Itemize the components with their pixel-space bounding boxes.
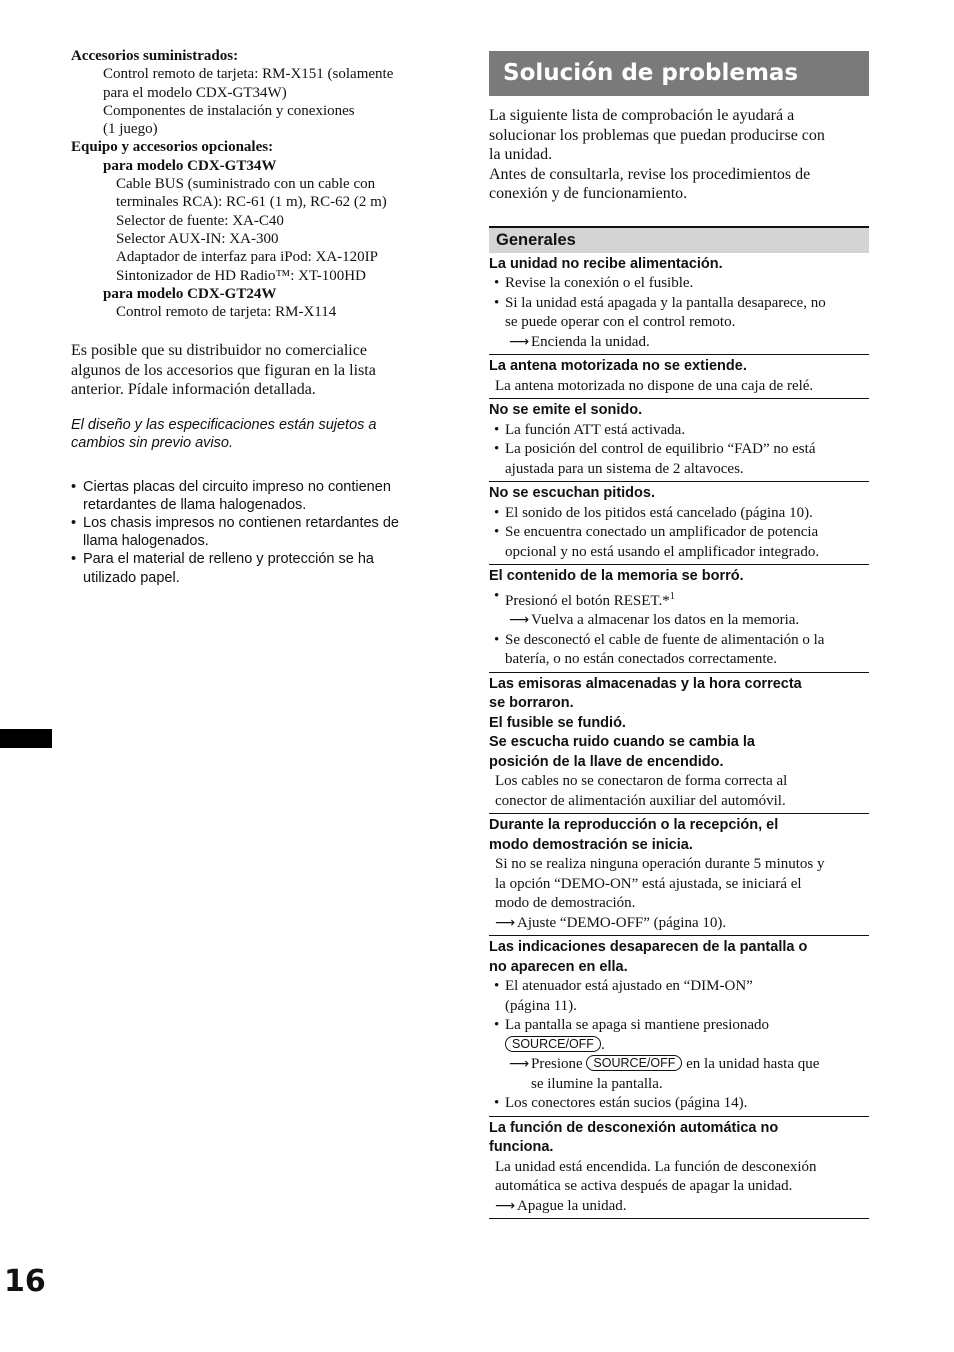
model1-item: Cable BUS (suministrado con un cable con: [116, 176, 376, 193]
accessory-line: Control remoto de tarjeta: RM-X151 (solamente: [103, 66, 394, 83]
problem-entry: [489, 484, 869, 565]
paragraph-line: algunos de los accesorios que figuran en la lista: [71, 361, 376, 379]
intro-line: Antes de consultarla, revise los procedimientos de: [489, 165, 811, 183]
cause-item: • El sonido de los pitidos está cancelado (página 10).: [494, 504, 813, 521]
cause-item: • El atenuador está ajustado en “DIM-ON” (página 11).: [494, 978, 753, 1014]
solution-line: ⟶ Ajuste “DEMO-OFF” (página 10).: [489, 914, 869, 934]
accessory-line: para el modelo CDX-GT34W): [103, 84, 287, 101]
model1-item: Adaptador de interfaz para iPod: XA-120IP: [116, 249, 379, 266]
accessories-heading: Accesorios suministrados:: [71, 48, 239, 64]
cause-item: • Si la unidad está apagada y la pantalla desaparece, no se puede operar con el control remoto.: [494, 294, 826, 330]
problem-entry: [489, 1119, 869, 1220]
problem-title: Las emisoras almacenadas y la hora correcta se borraron. El fusible se fundió. Se escucha ruido cuando se cambia la posición de la llave de encendido.: [489, 675, 802, 770]
intro-line: conexión y de funcionamiento.: [489, 185, 688, 202]
arrow-right-icon: ⟶: [509, 1056, 530, 1072]
note-line: cambios sin previo aviso.: [71, 435, 233, 452]
intro-paragraph: [489, 106, 869, 204]
problem-title: La unidad no recibe alimentación.: [489, 255, 723, 272]
arrow-right-icon: ⟶: [509, 612, 530, 628]
problem-title: Las indicaciones desaparecen de la pantalla o no aparecen en ella.: [489, 939, 808, 975]
model1-item: Selector AUX-IN: XA-300: [116, 230, 279, 247]
spec-note: [71, 416, 441, 453]
left-column: [71, 47, 441, 587]
intro-line: La siguiente lista de comprobación le ayudará a: [489, 107, 795, 124]
problem-entry: [489, 938, 869, 1117]
list-item: • Para el material de relleno y protección se ha utilizado papel.: [71, 551, 374, 586]
cause-text: La antena motorizada no dispone de una caja de relé.: [495, 377, 814, 394]
section-tab-marker: [0, 729, 52, 748]
cause-item: • La pantalla se apaga si mantiene presionado SOURCE/OFF .: [494, 1017, 770, 1053]
solution-line: ⟶ Vuelva a almacenar los datos en la memoria.: [489, 611, 869, 631]
page-title: Solución de problemas: [489, 51, 869, 96]
model1-item: Sintonizador de HD Radio™: XT-100HD: [116, 267, 366, 284]
source-off-button-label: SOURCE/OFF: [505, 1036, 601, 1052]
problem-title: No se emite el sonido.: [489, 402, 643, 418]
section-heading: Generales: [489, 226, 869, 253]
model1-item: terminales RCA): RC-61 (1 m), RC-62 (2 m): [116, 194, 387, 211]
arrow-right-icon: ⟶: [495, 1197, 516, 1214]
model1-item: Selector de fuente: XA-C40: [116, 212, 284, 229]
cause-item: • Los conectores están sucios (página 14).: [494, 1095, 748, 1111]
page-number: 16: [4, 1264, 46, 1299]
model2-heading: para modelo CDX-GT24W: [103, 285, 277, 302]
cause-item: • Se encuentra conectado un amplificador de potencia opcional y no está usando el amplificador integrado.: [494, 524, 820, 560]
problem-title: La función de desconexión automática no funciona.: [489, 1119, 779, 1155]
optional-heading: Equipo y accesorios opcionales:: [71, 139, 274, 156]
model1-heading: para modelo CDX-GT34W: [103, 157, 277, 174]
arrow-right-icon: ⟶: [495, 914, 516, 931]
problem-entry: [489, 401, 869, 482]
problem-entry: [489, 357, 869, 399]
problem-entry: [489, 255, 869, 356]
cause-text: La unidad está encendida. La función de desconexión automática se activa después de apagar la unidad.: [495, 1158, 817, 1194]
problem-title: Durante la reproducción o la recepción, el modo demostración se inicia.: [489, 817, 779, 853]
solution-line: ⟶ Apague la unidad.: [489, 1197, 869, 1217]
distributor-paragraph: [71, 341, 441, 400]
problem-entry: [489, 567, 869, 673]
intro-line: solucionar los problemas que puedan producirse con: [489, 126, 825, 144]
list-item: • Ciertas placas del circuito impreso no contienen retardantes de llama halogenados.: [71, 478, 391, 513]
cause-item: • Revise la conexión o el fusible.: [494, 275, 694, 291]
problem-entry: [489, 675, 869, 815]
paragraph-line: anterior. Pídale información detallada.: [71, 381, 316, 399]
right-column: [489, 51, 869, 1219]
source-off-button-label: SOURCE/OFF: [586, 1055, 682, 1071]
problem-title: El contenido de la memoria se borró.: [489, 568, 744, 584]
note-line: El diseño y las especificaciones están sujetos a: [71, 416, 377, 433]
solution-line: ⟶ Presione SOURCE/OFF en la unidad hasta que se ilumine la pantalla.: [509, 1056, 820, 1092]
accessory-line: Componentes de instalación y conexiones: [103, 102, 355, 119]
arrow-right-icon: ⟶: [509, 333, 530, 350]
problem-title: No se escuchan pitidos.: [489, 485, 655, 501]
cause-item: • Presionó el botón RESET.*$^1$: [494, 587, 675, 609]
accessory-line: (1 juego): [103, 121, 158, 138]
environment-bullets: [71, 478, 441, 587]
model2-item: Control remoto de tarjeta: RM-X114: [116, 304, 337, 321]
problem-title: La antena motorizada no se extiende.: [489, 358, 747, 374]
cause-item: • La función ATT está activada.: [494, 421, 686, 438]
cause-item: • La posición del control de equilibrio “FAD” no está ajustada para un sistema de 2 altavoces.: [494, 441, 816, 477]
cause-text: Si no se realiza ninguna operación durante 5 minutos y la opción “DEMO-ON” está ajustada, se iniciará el modo de demostración.: [495, 856, 825, 911]
cause-text: Los cables no se conectaron de forma correcta al conector de alimentación auxiliar del automóvil.: [495, 773, 788, 809]
solution-line: ⟶ Encienda la unidad.: [489, 333, 869, 353]
paragraph-line: Es posible que su distribuidor no comercialice: [71, 342, 367, 360]
intro-line: la unidad.: [489, 146, 553, 163]
cause-item: • Se desconectó el cable de fuente de alimentación o la batería, o no están conectados correctamente.: [494, 631, 825, 667]
list-item: • Los chasis impresos no contienen retardantes de llama halogenados.: [71, 514, 399, 550]
problem-entry: [489, 816, 869, 936]
